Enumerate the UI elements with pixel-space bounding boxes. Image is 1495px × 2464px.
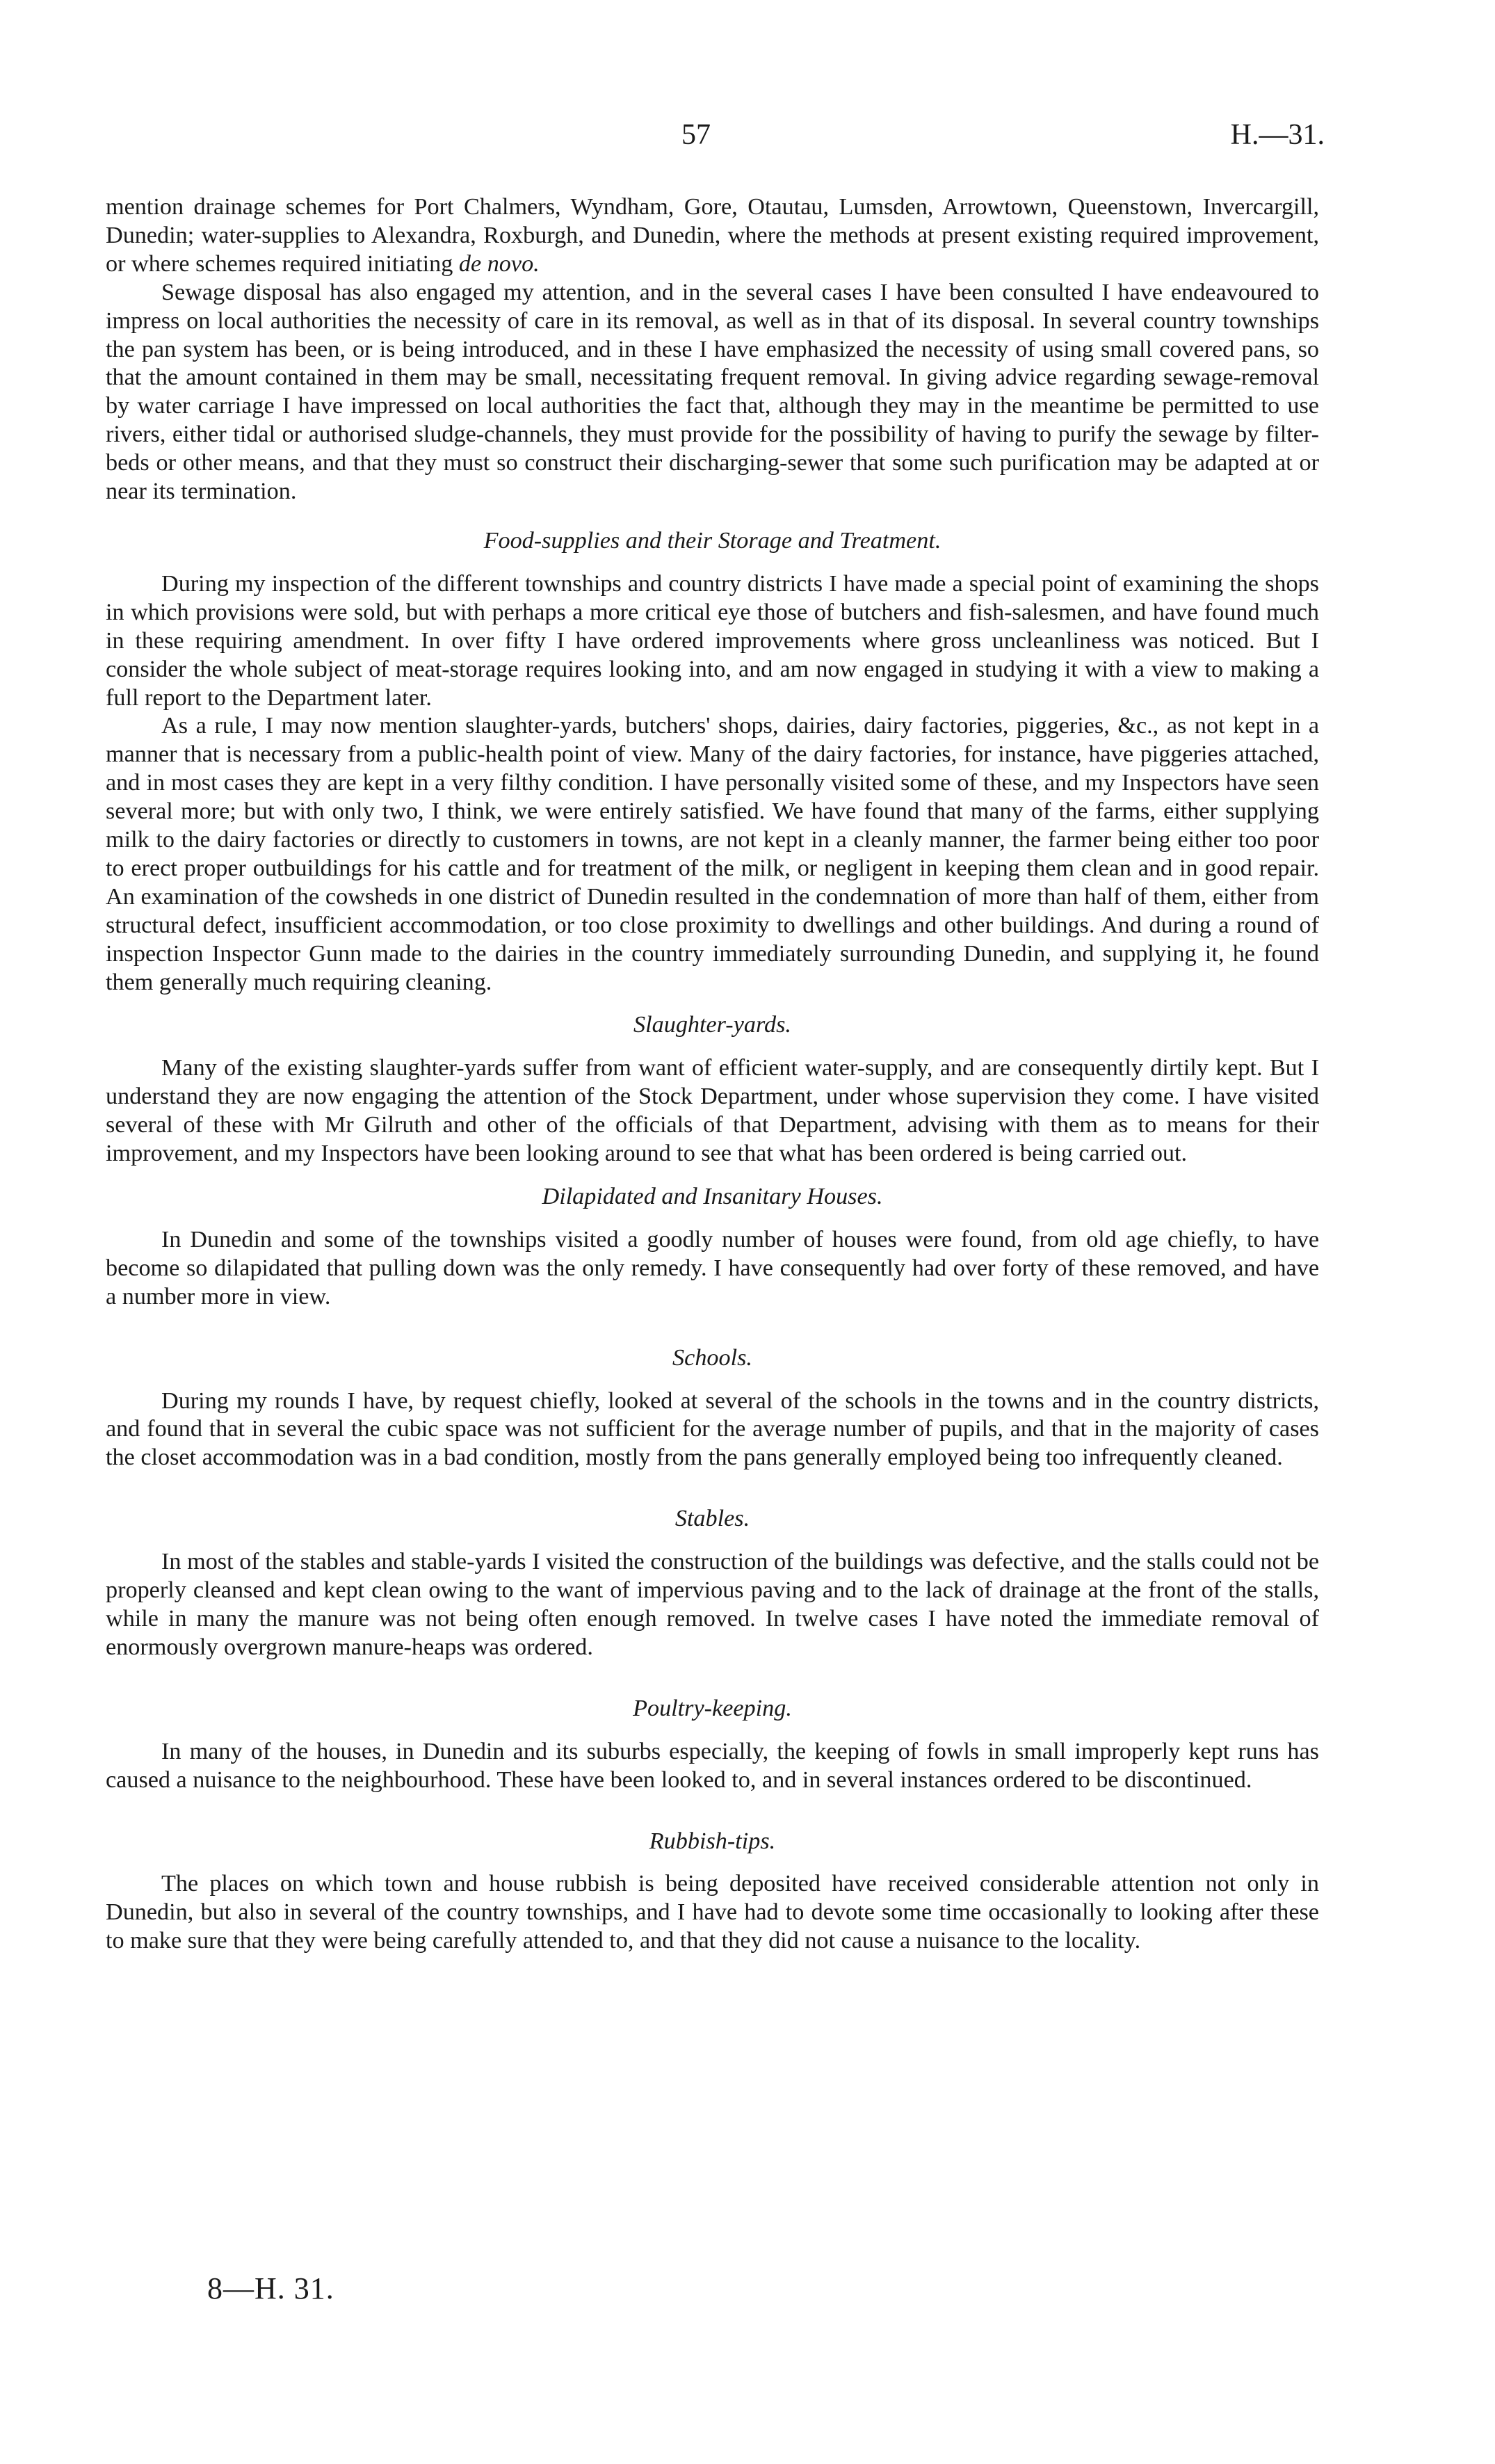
- paragraph-food-dairies: As a rule, I may now mention slaughter-yards, butchers' shops, dairies, dairy factories, piggeries, &c., as not kept in a manner that is necessary from a public-health point of view. Many of the dairy factories, for instance, have piggeries attached, and in most cases they are kept in a very filthy condition. I have personally visited some of these, and my Inspectors have seen several more; but with only two, I think, we were entirely satisfied. We have found that many of the farms, either supplying milk to the dairy factories or directly to customers in towns, are not kept in a cleanly manner, the farmer being either too poor to erect proper outbuildings for his cattle and for treatment of the milk, or negligent in keeping them clean and in good repair. An examination of the cowsheds in one district of Dunedin resulted in the condemnation of more than half of them, either from structural defect, insufficient accommodation, or too close proximity to dwellings and other buildings. And during a round of inspection Inspector Gunn made to the dairies in the country immediately surrounding Dunedin, and supplying it, he found them generally much requiring cleaning.: [106, 713, 1319, 995]
- signature-mark: 8—H. 31.: [207, 2271, 334, 2305]
- paragraph-poultry-keeping: In many of the houses, in Dunedin and its suburbs especially, the keeping of fowls in small improperly kept runs has caused a nuisance to the neighbourhood. These have been looked to, and in several instances ordered to be discontinued.: [106, 1738, 1319, 1793]
- document-reference: H.—31.: [1230, 119, 1325, 151]
- paragraph-slaughter-yards: Many of the existing slaughter-yards suffer from want of efficient water-supply, and are consequently dirtily kept. But I understand they are now engaging the attention of the Stock Department, under whose supervision they come. I have visited several of these with Mr Gilruth and other of the officials of that Department, advising with them as to means for their improvement, and my Inspectors have been looking around to see that what has been ordered is being carried out.: [106, 1055, 1319, 1167]
- section-heading-stables: Stables.: [674, 1506, 750, 1532]
- section-heading-rubbish-tips: Rubbish-tips.: [649, 1828, 776, 1854]
- document-body: [106, 193, 1319, 1956]
- paragraph-schools: During my rounds I have, by request chiefly, looked at several of the schools in the towns and in the country districts, and found that in several the cubic space was not sufficient for the average number of pupils, and that in the majority of cases the closet accommodation was in a bad condition, mostly from the pans generally employed being too infrequently cleaned.: [106, 1387, 1319, 1471]
- page-number: 57: [681, 119, 711, 151]
- page-header: [0, 118, 1495, 160]
- section-heading-dilapidated-houses: Dilapidated and Insanitary Houses.: [542, 1184, 883, 1209]
- paragraph-text: mention drainage schemes for Port Chalmers, Wyndham, Gore, Otautau, Lumsden, Arrowtown, Queenstown, Invercargill, Dunedin; water-supplies to Alexandra, Roxburgh, and Dunedin, where the methods at present existing required improvement, or where schemes required initiating: [106, 194, 1319, 277]
- italic-phrase: de novo.: [458, 250, 540, 277]
- paragraph-dilapidated-houses: In Dunedin and some of the townships visited a goodly number of houses were found, from old age chiefly, to have become so dilapidated that pulling down was the only remedy. I have consequently had over forty of these removed, and have a number more in view.: [106, 1226, 1319, 1310]
- paragraph-stables: In most of the stables and stable-yards I visited the construction of the buildings was defective, and the stalls could not be properly cleansed and kept clean owing to the want of impervious paving and to the lack of drainage at the front of the stalls, while in many the manure was not being often enough removed. In twelve cases I have noted the immediate removal of enormously overgrown manure-heaps was ordered.: [106, 1549, 1319, 1660]
- paragraph-food-inspection: During my inspection of the different townships and country districts I have made a special point of examining the shops in which provisions were sold, but with perhaps a more critical eye those of butchers and fish-salesmen, and have found much in these requiring amendment. In over fifty I have ordered improvements where gross uncleanliness was noticed. But I consider the whole subject of meat-storage requires looking into, and am now engaged in studying it with a view to making a full report to the Department later.: [106, 570, 1319, 711]
- section-heading-schools: Schools.: [672, 1344, 752, 1371]
- section-heading-poultry-keeping: Poultry-keeping.: [633, 1695, 792, 1721]
- paragraph-sewage-disposal: Sewage disposal has also engaged my attention, and in the several cases I have been consulted I have endeavoured to impress on local authorities the necessity of care in its removal, as well as in that of its disposal. In several country townships the pan system has been, or is being introduced, and in these I have emphasized the necessity of using small covered pans, so that the amount contained in them may be small, necessitating frequent removal. In giving advice regarding sewage-removal by water carriage I have impressed on local authorities the fact that, although they may in the meantime be permitted to use rivers, either tidal or authorised sludge-channels, they must provide for the possibility of having to purify the sewage by filter-beds or other means, and that they must so construct their discharging-sewer that some such purification may be adapted at or near its termination.: [106, 279, 1319, 505]
- paragraph-drainage-schemes: [106, 193, 1319, 279]
- section-heading-slaughter-yards: Slaughter-yards.: [633, 1012, 791, 1038]
- paragraph-rubbish-tips: The places on which town and house rubbish is being deposited have received considerable attention not only in Dunedin, but also in several of the country townships, and I have had to devote some time occasionally to looking after these to make sure that they were being carefully attended to, and that they did not cause a nuisance to the locality.: [106, 1871, 1319, 1954]
- section-heading-food-supplies: Food-supplies and their Storage and Treatment.: [483, 527, 942, 554]
